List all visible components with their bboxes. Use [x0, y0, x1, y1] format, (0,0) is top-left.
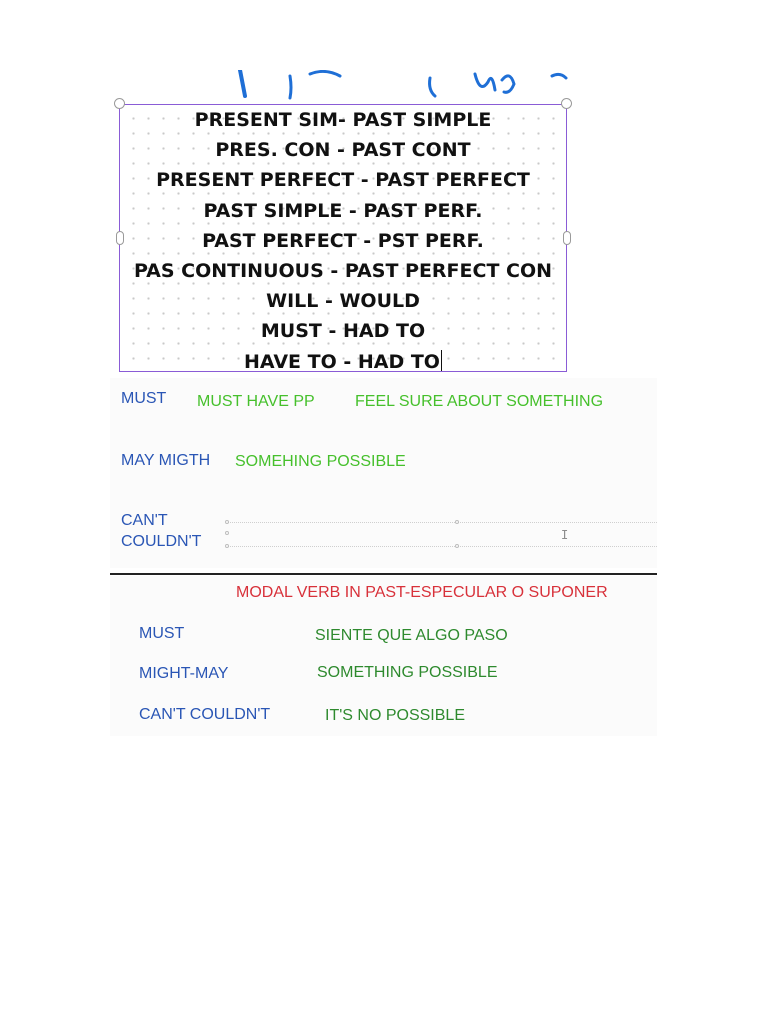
verb-label: MIGHT-MAY [139, 665, 229, 682]
modal-verbs-speculation-panel [110, 576, 657, 736]
text-cursor-icon: I [561, 528, 569, 542]
empty-input-bottom-edge [228, 546, 657, 547]
may-meaning: SOMEHING POSSIBLE [235, 453, 406, 470]
text-line: PAST PERFECT - PST PERF. [202, 229, 484, 252]
empty-input-top-edge [228, 522, 657, 523]
section-heading: MODAL VERB IN PAST-ESPECULAR O SUPONER [236, 584, 608, 601]
must-label: MUST [121, 390, 167, 407]
may-label: MAY MIGTH [121, 452, 211, 469]
text-line: PRES. CON - PAST CONT [215, 139, 471, 162]
verb-meaning: IT'S NO POSSIBLE [325, 707, 465, 724]
text-line: WILL - WOULD [266, 290, 420, 313]
must-form: MUST HAVE PP [197, 393, 315, 410]
text-line: PRESENT SIM- PAST SIMPLE [194, 109, 492, 131]
verb-meaning: SIENTE QUE ALGO PASO [315, 627, 508, 644]
text-cursor-icon [441, 350, 442, 371]
selected-text-box[interactable] [119, 104, 567, 372]
text-line: PRESENT PERFECT - PAST PERFECT [156, 169, 530, 192]
resize-handle-icon[interactable] [225, 520, 229, 524]
resize-handle-top-right[interactable] [561, 98, 572, 109]
resize-handle-icon[interactable] [225, 531, 229, 535]
section-divider [110, 573, 657, 575]
cant-label: CAN'T [121, 512, 168, 529]
text-box-content[interactable] [120, 105, 566, 377]
couldnt-label: COULDN'T [121, 533, 202, 550]
resize-handle-icon[interactable] [225, 544, 229, 548]
resize-handle-right[interactable] [563, 231, 571, 245]
must-meaning: FEEL SURE ABOUT SOMETHING [355, 393, 604, 410]
resize-handle-left[interactable] [116, 231, 124, 245]
verb-label: MUST [139, 625, 185, 642]
handwriting-fragment [230, 70, 580, 100]
resize-handle-icon[interactable] [455, 520, 459, 524]
text-line: PAST SIMPLE - PAST PERF. [203, 199, 483, 222]
text-line-content: HAVE TO - HAD TO [244, 350, 440, 373]
text-line: MUST - HAD TO [260, 320, 426, 343]
text-line: PAS CONTINUOUS - PAST PERFECT CON [133, 259, 553, 282]
resize-handle-top-left[interactable] [114, 98, 125, 109]
text-line-last [120, 347, 566, 377]
modal-verbs-panel [110, 378, 657, 568]
verb-label: CAN'T COULDN'T [139, 706, 271, 723]
resize-handle-icon[interactable] [455, 544, 459, 548]
verb-meaning: SOMETHING POSSIBLE [317, 664, 498, 681]
